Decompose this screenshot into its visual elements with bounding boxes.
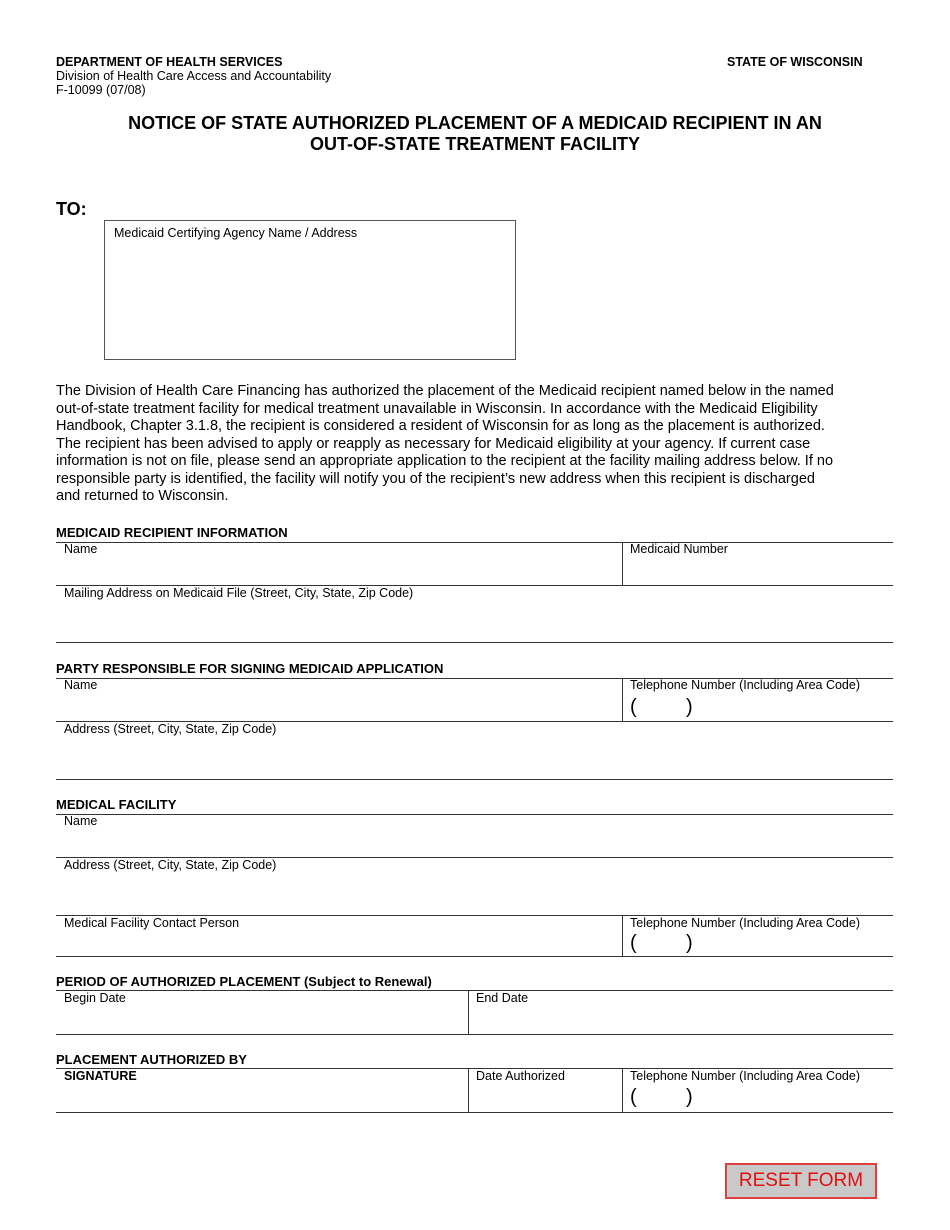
recipient-name-input[interactable] [64, 560, 618, 584]
facility-contact-label: Medical Facility Contact Person [64, 916, 240, 930]
paragraph-line: responsible party is identified, the facility will notify you of the recipient’s new address when this recipient is discharged [56, 470, 815, 487]
divider [622, 678, 623, 721]
divider [56, 1112, 893, 1113]
paragraph-line: The recipient has been advised to apply or reapply as necessary for Medicaid eligibility at your agency. If current case [56, 435, 811, 452]
begin-date-input[interactable] [64, 1009, 464, 1033]
divider [468, 990, 469, 1034]
date-authorized-label: Date Authorized [476, 1069, 565, 1083]
facility-name-label: Name [64, 814, 98, 828]
reset-form-button[interactable]: RESET FORM [725, 1163, 877, 1199]
paragraph-line: Handbook, Chapter 3.1.8, the recipient is considered a resident of Wisconsin for as long as the placement is authorized. [56, 418, 825, 434]
party-heading: PARTY RESPONSIBLE FOR SIGNING MEDICAID APPLICATION [56, 661, 444, 676]
facility-address-input[interactable] [64, 878, 892, 912]
party-address-label: Address (Street, City, State, Zip Code) [64, 722, 277, 736]
close-paren: ) [686, 696, 693, 718]
paragraph-line: information is not on file, please send an appropriate application to the recipient at the facility mailing address below. If no [56, 453, 834, 469]
party-phone-label: Telephone Number (Including Area Code) [630, 678, 860, 692]
division-name: Division of Health Care Access and Accountability [56, 69, 332, 83]
divider [622, 542, 623, 585]
to-label: TO: [56, 199, 87, 219]
signature-input[interactable] [64, 1087, 464, 1111]
date-authorized-input[interactable] [476, 1087, 620, 1111]
authorized-area-code-input[interactable] [640, 1088, 688, 1110]
close-paren: ) [686, 932, 693, 954]
open-paren: ( [630, 696, 637, 718]
form-number: F-10099 (07/08) [56, 83, 146, 97]
title-line-1: NOTICE OF STATE AUTHORIZED PLACEMENT OF A MEDICAID RECIPIENT IN AN [128, 113, 822, 133]
agency-address-box[interactable] [104, 220, 516, 360]
open-paren: ( [630, 1086, 637, 1108]
close-paren: ) [686, 1086, 693, 1108]
paragraph-line: and returned to Wisconsin. [56, 488, 229, 504]
divider [56, 814, 893, 815]
end-date-input[interactable] [476, 1009, 892, 1033]
party-name-label: Name [64, 678, 98, 692]
facility-phone-label: Telephone Number (Including Area Code) [630, 916, 860, 930]
divider [56, 1034, 893, 1035]
facility-phone-input[interactable] [698, 934, 892, 956]
facility-heading: MEDICAL FACILITY [56, 797, 177, 812]
signature-label: SIGNATURE [64, 1069, 137, 1083]
recipient-heading: MEDICAID RECIPIENT INFORMATION [56, 525, 288, 540]
state-name: STATE OF WISCONSIN [727, 55, 863, 69]
end-date-label: End Date [476, 991, 529, 1005]
begin-date-label: Begin Date [64, 991, 126, 1005]
medicaid-number-label: Medicaid Number [630, 542, 728, 556]
paragraph-line: The Division of Health Care Financing has authorized the placement of the Medicaid recipient named below in the named [56, 383, 834, 399]
divider [468, 1068, 469, 1112]
divider [56, 779, 893, 780]
authorized-phone-input[interactable] [698, 1088, 892, 1110]
facility-address-label: Address (Street, City, State, Zip Code) [64, 858, 277, 872]
facility-contact-input[interactable] [64, 934, 618, 956]
divider [56, 542, 893, 543]
department-name: DEPARTMENT OF HEALTH SERVICES [56, 55, 283, 69]
title-line-2: OUT-OF-STATE TREATMENT FACILITY [310, 134, 640, 154]
divider [56, 990, 893, 991]
medicaid-number-input[interactable] [630, 560, 892, 584]
party-area-code-input[interactable] [640, 698, 688, 720]
paragraph-line: out-of-state treatment facility for medical treatment unavailable in Wisconsin. In accordance with the Medicaid Eligibility [56, 400, 818, 417]
notice-paragraph [56, 383, 898, 506]
party-name-input[interactable] [64, 696, 618, 720]
page-title [56, 113, 894, 155]
recipient-name-label: Name [64, 542, 98, 556]
recipient-mailing-address-input[interactable] [64, 606, 892, 640]
divider [56, 956, 893, 957]
agency-header [56, 55, 331, 97]
authorized-heading: PLACEMENT AUTHORIZED BY [56, 1052, 247, 1067]
recipient-mailing-address-label: Mailing Address on Medicaid File (Street, City, State, Zip Code) [64, 586, 414, 600]
facility-area-code-input[interactable] [640, 934, 688, 956]
divider [622, 1068, 623, 1112]
authorized-phone-label: Telephone Number (Including Area Code) [630, 1069, 860, 1083]
divider [56, 642, 893, 643]
party-phone-input[interactable] [698, 698, 892, 720]
divider [622, 915, 623, 956]
period-heading: PERIOD OF AUTHORIZED PLACEMENT (Subject to Renewal) [56, 974, 432, 989]
open-paren: ( [630, 932, 637, 954]
agency-address-label: Medicaid Certifying Agency Name / Address [114, 226, 358, 240]
party-address-input[interactable] [64, 742, 892, 776]
facility-name-input[interactable] [64, 832, 892, 856]
